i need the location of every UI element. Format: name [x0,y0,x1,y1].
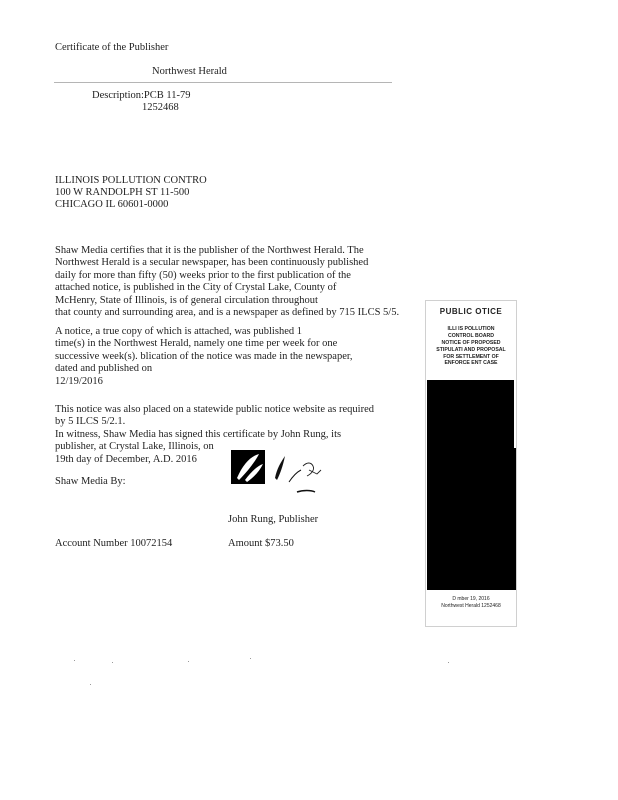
subtitle-line: CONTROL BOARD [447,333,494,340]
clipping-redacted-block [427,448,516,590]
publication-date: 12/19/2016 [55,375,103,387]
text-line: by 5 ILCS 5/2.1. [55,416,126,428]
clipping-date: D mber 19, 2016 [452,596,490,602]
subtitle-line: STIPULATI AND PROPOSAL [436,346,506,353]
clipping-header [428,302,514,367]
text-line: time(s) in the Northwest Herald, namely one time per week for one [55,338,338,350]
text-line: In witness, Shaw Media has signed this certificate by John Rung, its [55,428,342,440]
text-line: successive week(s). blication of the notice was made in the newspaper, [55,350,353,362]
publication-paragraph [55,326,353,388]
text-line: This notice was also placed on a statewide public notice website as required [55,404,374,415]
text-line: attached notice, is published in the City of Crystal Lake, County of [55,282,337,294]
scan-speck [250,658,251,659]
clipping-title: PUBLIC OTICE [439,307,503,316]
subtitle-line: FOR SETTLEMENT OF [443,353,499,360]
ad-number: 1252468 [142,102,179,113]
certification-paragraph [55,245,399,319]
text-line: McHenry, State of Illinois, is of general circulation throughout [55,294,318,306]
recipient-street: 100 W RANDOLPH ST 11-500 [55,187,190,198]
recipient-city: CHICAGO IL 60601-0000 [55,199,169,210]
header-divider [54,82,392,83]
text-line: A notice, a true copy of which is attached, was published 1 [55,326,302,337]
scan-speck [90,684,91,685]
clipping-footer [428,596,514,609]
subtitle-line: ENFORCE ENT CASE [444,360,498,367]
scan-speck [74,660,75,661]
scan-speck [448,662,449,663]
text-line: publisher, at Crystal Lake, Illinois, on [55,441,214,453]
clipping-reference: Northwest Herald 1252468 [441,602,501,609]
text-line: Shaw Media certifies that it is the publisher of the Northwest Herald. The [55,245,364,256]
description-line: Description:PCB 11-79 [92,90,191,101]
publisher-name: John Rung, Publisher [228,514,319,525]
subtitle-line: NOTICE OF PROPOSED [441,340,501,346]
signed-by-label: Shaw Media By: [55,476,126,487]
clipping-redacted-block [427,380,514,448]
clipping-subtitle [428,326,514,367]
newspaper-name: Northwest Herald [152,66,227,77]
text-line: dated and published on [55,363,153,375]
text-line: 19th day of December, A.D. 2016 [55,453,197,465]
account-number: Account Number 10072154 [55,538,173,549]
signature-image [231,448,331,502]
text-line: that county and surrounding area, and is a newspaper as defined by 715 ILCS 5/5. [55,307,400,319]
subtitle-line: ILLI IS POLLUTION [447,326,495,333]
certificate-heading: Certificate of the Publisher [55,42,169,53]
scan-speck [112,662,113,663]
text-line: daily for more than fifty (50) weeks prior to the first publication of the [55,269,351,281]
text-line: Northwest Herald is a secular newspaper, has been continuously published [55,257,369,269]
scan-speck [188,661,189,662]
invoice-amount: Amount $73.50 [228,538,294,549]
recipient-name: ILLINOIS POLLUTION CONTRO [55,175,207,186]
